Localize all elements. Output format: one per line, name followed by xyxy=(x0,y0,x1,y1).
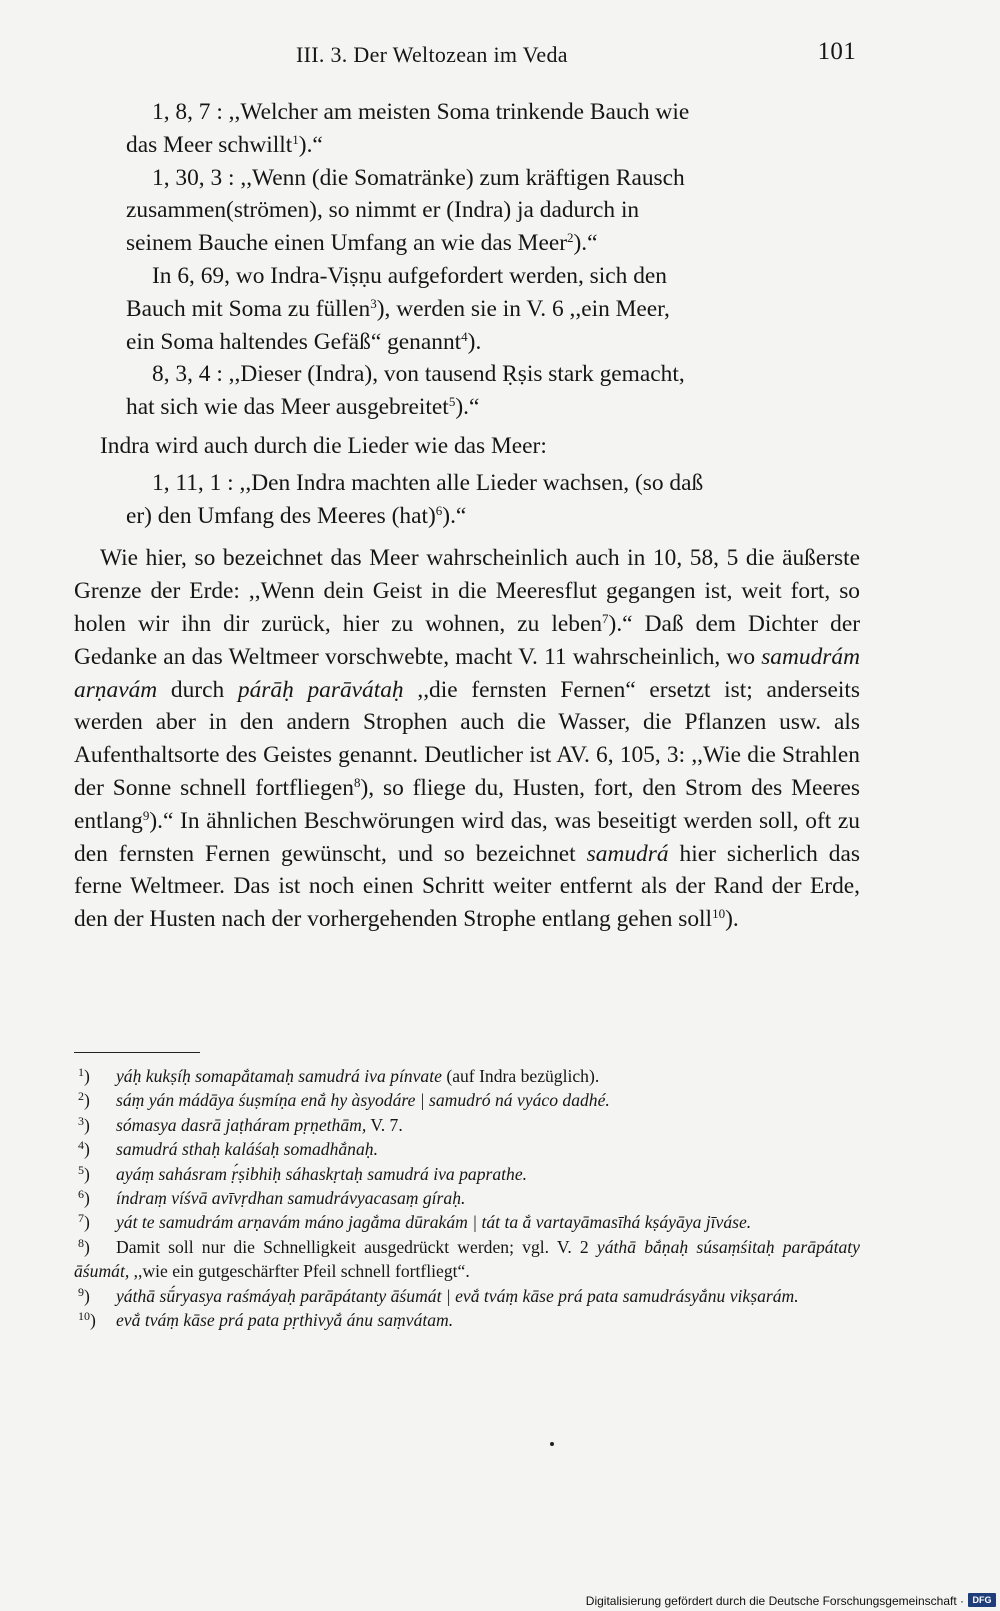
quote-1-30-3: 1, 30, 3 : ,,Wenn (die Somatränke) zum kräftigen Rausch zusammen(strömen), so nimmt er (Indra) ja dadurch in seinem Bauche einen Umfang an wie das Meer$^2$).“ xyxy=(126,164,685,257)
footnote-ref-8[interactable]: 8 xyxy=(353,774,361,790)
footnote-ref-10[interactable]: 10 xyxy=(712,906,726,922)
digitization-footer xyxy=(0,1589,1000,1611)
footnote-8: $^8$) Damit soll nur die Schnelligkeit ausgedrückt werden; vgl. V. 2 yáthā bắṇaḥ súsaṃśitaḥ parāpátaty āśumát, ,,wie ein gutgeschärfter Pfeil schnell fortfliegt“. xyxy=(74,1235,860,1282)
term-parah-paravatah: párāḥ parāvátaḥ xyxy=(237,676,404,703)
main-text xyxy=(74,96,860,936)
footnote-2: $^2$) sáṃ yán mádāya śuṣmíṇa enắ hy àsyodáre | samudró ná vyáco dadhé. xyxy=(78,1089,610,1111)
funding-credit: Digitalisierung gefördert durch die Deutsche Forschungsgemeinschaft · xyxy=(585,1594,964,1608)
quote-1-11-1: 1, 11, 1 : ,,Den Indra machten alle Lieder wachsen, (so daß er) den Umfang des Meeres (hat)$^6$).“ xyxy=(126,469,704,529)
footnote-7: $^7$) yát te samudrám arṇavám máno jagắma dūrakám | tát ta ắ vartayāmasīhá kṣáyāya jīváse. xyxy=(78,1211,752,1233)
footnotes xyxy=(74,1064,860,1332)
passage-6-69: In 6, 69, wo Indra-Viṣṇu aufgefordert werden, sich den Bauch mit Soma zu füllen$^3$), werden sie in V. 6 ,,ein Meer, ein Soma haltendes Gefäß“ genannt$^4$). xyxy=(126,262,670,355)
footnote-ref-9[interactable]: 9 xyxy=(142,807,150,823)
footnote-1: $^1$) yáḥ kukṣíḥ somapắtamaḥ samudrá iva pínvate (auf Indra bezüglich). xyxy=(78,1065,600,1086)
footnote-ref-6[interactable]: 6 xyxy=(435,502,443,518)
footnote-ref-3[interactable]: 3 xyxy=(370,295,377,311)
quote-8-3-4: 8, 3, 4 : ,,Dieser (Indra), von tausend Ṛṣis stark gemacht, hat sich wie das Meer ausgebreitet$^5$).“ xyxy=(126,361,685,421)
footnote-4: $^4$) samudrá sthaḥ kaláśaḥ somadhắnaḥ. xyxy=(78,1138,378,1160)
footnote-6: $^6$) índraṃ víśvā avīvṛdhan samudrávyacasaṃ gíraḥ. xyxy=(78,1187,466,1209)
footnote-ref-4[interactable]: 4 xyxy=(461,328,468,344)
footnote-ref-5[interactable]: 5 xyxy=(448,394,456,410)
page-number: 101 xyxy=(817,38,856,65)
term-samudra: samudrá xyxy=(586,840,669,867)
footnote-ref-2[interactable]: 2 xyxy=(567,230,574,246)
running-header xyxy=(296,38,856,72)
quote-1-8-7: 1, 8, 7 : ,,Welcher am meisten Soma trinkende Bauch wie das Meer schwillt$^1$).“ xyxy=(126,99,690,158)
footnote-3: $^3$) sómasya dasrā jaṭháram pṛṇethām, V. 7. xyxy=(78,1113,403,1135)
scan-speck xyxy=(550,1442,554,1446)
running-title: III. 3. Der Weltozean im Veda xyxy=(296,42,568,67)
footnote-rule xyxy=(74,1052,200,1053)
footnote-10: $^{10}$) evắ tváṃ kāse prá pata pṛthivyắ ánu saṃvátam. xyxy=(78,1309,454,1331)
term-samudram-arnavam: samudrám arṇavám xyxy=(74,643,860,703)
footnote-ref-1[interactable]: 1 xyxy=(292,131,299,147)
footnote-9: $^9$) yáthā sū́ryasya raśmáyaḥ parāpátanty āśumát | evắ tváṃ kāse prá pata samudrásyắnu vikṣarám. xyxy=(78,1284,799,1306)
section-line: Indra wird auch durch die Lieder wie das Meer: xyxy=(100,432,547,459)
dfg-logo[interactable]: DFG xyxy=(968,1593,996,1607)
footnote-ref-7[interactable]: 7 xyxy=(602,610,609,626)
main-paragraph: Wie hier, so bezeichnet das Meer wahrscheinlich auch in 10, 58, 5 die äußerste Grenze der Erde: ,,Wenn dein Geist in die Meeresflut gegangen ist, weit fort, so holen wir ihn dir zurück, hier zu wohnen, zu leben$^7$).“ Daß dem Dichter der Gedanke an das Weltmeer vorschwebte, macht V. 11 wahrscheinlich, wo samudrám arṇavám durch párāḥ parāvátaḥ ,,die fernsten Fernen“ ersetzt ist; anderseits werden aber in den andern Strophen auch die Wasser, die Pflanzen usw. als Aufenthaltsorte des Geistes genannt. Deutlicher ist AV. 6, 105, 3: ,,Wie die Strahlen der Sonne schnell fortfliegen$^8$), so fliege du, Husten, fort, den Strom des Meeres entlang$^9$).“ In ähnlichen Beschwörungen wird das, was beseitigt werden soll, oft zu den fernsten Fernen gewünscht, und so bezeichnet samudrá hier sicherlich das ferne Weltmeer. Das ist noch einen Schritt weiter entfernt als der Rand der Erde, den der Husten nach der vorhergehenden Strophe entlang gehen soll$^{10}$). xyxy=(74,545,860,933)
footnote-5: $^5$) ayáṃ sahásram ṛ́ṣibhiḥ sáhaskṛtaḥ samudrá iva paprathe. xyxy=(78,1162,528,1184)
